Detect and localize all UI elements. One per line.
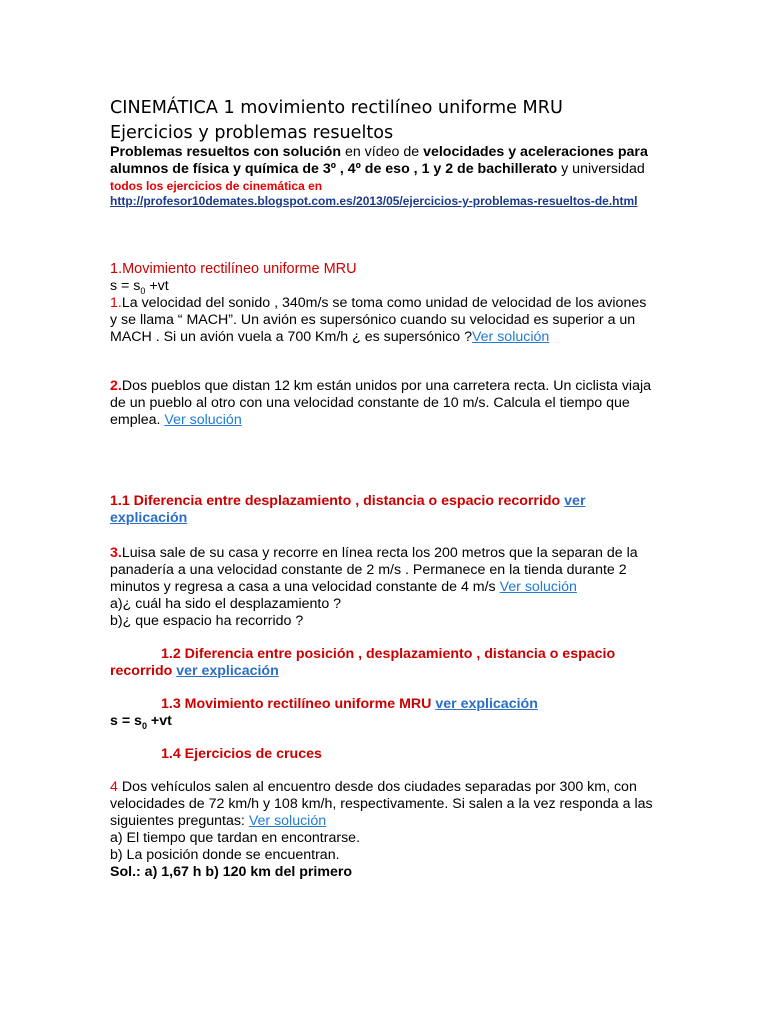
section-1-1-heading: 1.1 Diferencia entre desplazamiento , distancia o espacio recorrido	[110, 493, 565, 509]
formula-text: s = s	[110, 278, 141, 294]
problem-3-question-b: b)¿ que espacio ha recorrido ?	[110, 613, 304, 629]
problem-2-text: Dos pueblos que distan 12 km están unidos por una carretera recta. Un ciclista viaja de un pueblo al otro con una velocidad constante de 10 m/s. Calcula el tiempo que emplea.	[110, 378, 652, 428]
intro-paragraph	[110, 144, 655, 209]
formula-subscript: 0	[140, 285, 146, 296]
section-1-3-formula	[110, 713, 655, 730]
section-1-3-explanation-link[interactable]: ver explicación	[435, 696, 538, 712]
title-line-2: Ejercicios y problemas resueltos	[110, 123, 394, 143]
intro-red-line: todos los ejercicios de cinemática en	[110, 179, 323, 193]
section-1-3-heading: 1.3 Movimiento rectilíneo uniforme MRU	[161, 696, 436, 712]
title-line-1: CINEMÁTICA 1 movimiento rectilíneo uniforme MRU	[110, 98, 563, 118]
intro-url-paragraph	[110, 194, 655, 209]
formula-text: s = s	[110, 713, 142, 729]
section-1-1-explanation-link[interactable]: ver explicación	[110, 493, 586, 526]
problem-1	[110, 295, 655, 346]
formula-text-post: +vt	[145, 278, 169, 294]
section-1-heading: 1.Movimiento rectilíneo uniforme MRU	[110, 261, 357, 277]
formula-subscript: 0	[141, 720, 147, 731]
problem-4-solution: Sol.: a) 1,67 h b) 120 km del primero	[110, 864, 353, 880]
problem-3-text: Luisa sale de su casa y recorre en línea recta los 200 metros que la separan de la panadería a una velocidad constante de 2 m/s . Permanece en la tienda durante 2 minutos y regresa a casa a una velocidad constante de 4 m/s	[110, 545, 638, 595]
intro-bold-2: velocidades y aceleraciones para alumnos de física y química de 3º , 4º de eso , 1 y 2 de bachillerato	[110, 144, 648, 177]
problem-4-line-1: Dos vehículos salen al encuentro desde dos ciudades separadas por 300 km, con	[117, 779, 637, 795]
problem-4-question-b: b) La posición donde se encuentran.	[110, 847, 340, 863]
page-title	[110, 96, 655, 146]
problem-4-solution-link[interactable]: Ver solución	[248, 813, 327, 829]
section-1-2-heading: 1.2 Diferencia entre posición , desplazamiento , distancia o espacio recorrido	[110, 646, 616, 679]
formula-text-post: +vt	[146, 713, 172, 729]
problem-4-question-a: a) El tiempo que tardan en encontrarse.	[110, 830, 361, 846]
problem-2-solution-link[interactable]: Ver solución	[164, 412, 242, 428]
section-1-formula	[110, 278, 655, 295]
problem-1-solution-link[interactable]: Ver solución	[471, 329, 550, 345]
problem-3-solution-link[interactable]: Ver solución	[499, 579, 577, 595]
problem-4-number: 4	[110, 779, 118, 795]
section-1-1	[110, 493, 655, 527]
problem-3-question-a: a)¿ cuál ha sido el desplazamiento ?	[110, 596, 342, 612]
intro-text	[110, 144, 655, 178]
blog-url-link[interactable]: http://profesor10demates.blogspot.com.es/2013/05/ejercicios-y-problemas-resueltos-de.html	[110, 194, 638, 208]
problem-4	[110, 779, 655, 881]
intro-text-1: en vídeo de	[341, 144, 424, 160]
section-1-3	[110, 696, 655, 730]
section-1-2-explanation-link[interactable]: ver explicación	[176, 663, 279, 679]
section-1-4	[110, 746, 655, 763]
problem-1-number: 1.	[110, 295, 122, 311]
section-1	[110, 261, 655, 346]
intro-bold-1: Problemas resueltos con solución	[110, 144, 342, 160]
section-1-4-heading: 1.4 Ejercicios de cruces	[161, 746, 322, 762]
intro-text-2: y universidad	[557, 161, 645, 177]
problem-4-line-2: velocidades de 72 km/h y 108 km/h, respectivamente. Si salen a la vez responda a las siguientes preguntas:	[110, 796, 653, 829]
problem-2-number: 2.	[110, 378, 122, 394]
problem-3	[110, 545, 655, 630]
problem-3-number: 3.	[110, 545, 122, 561]
problem-2	[110, 378, 655, 429]
section-1-2	[110, 646, 655, 680]
problem-1-text: La velocidad del sonido , 340m/s se toma como unidad de velocidad de los aviones y se llama “ MACH”. Un avión es supersónico cuando su velocidad es superior a un MACH . Si un avión vuela a 700 Km/h ¿ es supersónico ?	[110, 295, 647, 345]
